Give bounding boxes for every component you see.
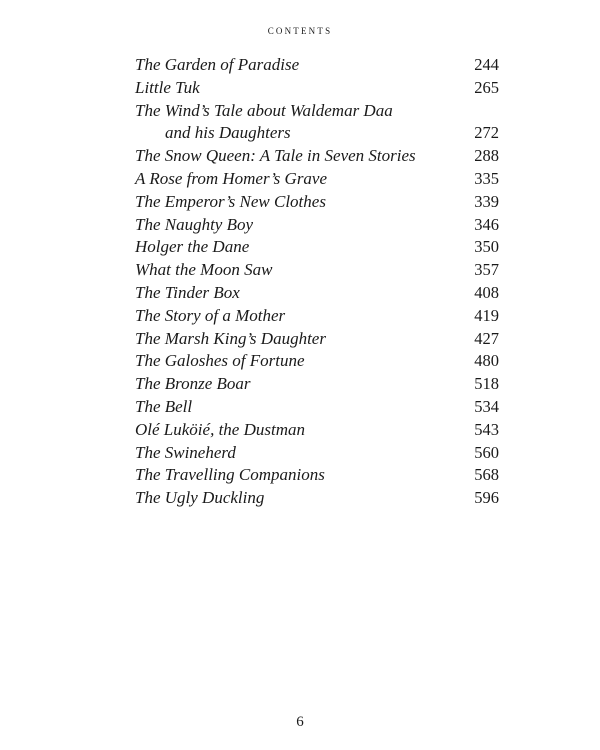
toc-entry (135, 487, 499, 510)
toc-entry-title (135, 305, 285, 328)
toc-entry-title (135, 464, 325, 487)
toc-entry-page-number: 335 (474, 168, 499, 188)
toc-entry-page-number: 346 (474, 214, 499, 234)
toc-entry-title (135, 77, 200, 100)
toc-entry-title-line: The Bell (135, 396, 193, 416)
toc-entry-title (135, 214, 253, 237)
toc-entry (135, 77, 499, 100)
toc-entry-title-continuation: and his Daughters (165, 123, 291, 143)
toc-entry-title-line: The Ugly Duckling (135, 488, 265, 508)
contents-heading: contents (267, 22, 333, 37)
toc-entry-page-number: 272 (474, 123, 499, 143)
toc-entry-title-line: The Naughty Boy (135, 214, 254, 234)
toc-entry (135, 442, 499, 465)
toc-entry-title (135, 487, 264, 510)
toc-entry-title (135, 350, 305, 373)
toc-entry (135, 282, 499, 305)
toc-entry-title-line: A Rose from Homer’s Grave (135, 168, 328, 188)
toc-entry-page-number: 288 (474, 146, 499, 166)
toc-entry-page-number: 244 (474, 55, 499, 74)
toc-entry-title-line: Olé Luköié, the Dustman (135, 419, 305, 439)
toc-entry-title-line: The Emperor’s New Clothes (135, 191, 326, 211)
toc-entry-page-number: 350 (474, 237, 499, 257)
toc-entry (135, 396, 499, 419)
toc-entry-page-number: 518 (474, 374, 499, 394)
toc-entry-title (135, 373, 251, 396)
table-of-contents (135, 54, 499, 510)
toc-entry-title-line: The Wind’s Tale about Waldemar Daa (135, 100, 393, 120)
toc-entry-title-line: What the Moon Saw (135, 260, 273, 280)
toc-entry-page-number: 265 (474, 77, 499, 97)
page-number: 6 (296, 714, 304, 730)
toc-entry-title (135, 419, 305, 442)
toc-entry-page-number: 419 (474, 305, 499, 325)
toc-entry-title-line: The Marsh King’s Daughter (135, 328, 326, 348)
toc-entry-title (135, 100, 393, 146)
toc-entry-page-number: 596 (474, 488, 499, 508)
toc-entry-page-number: 534 (474, 396, 499, 416)
toc-entry-title (135, 259, 272, 282)
toc-entry-title (135, 191, 326, 214)
toc-entry (135, 145, 499, 168)
toc-entry-title (135, 396, 192, 419)
toc-entry-title-line: The Travelling Companions (135, 465, 325, 485)
toc-entry-page-number: 357 (474, 260, 499, 280)
toc-entry-title-line: The Story of a Mother (135, 305, 286, 325)
toc-entry-title-line: The Bronze Boar (135, 374, 251, 394)
toc-entry-title-line: The Garden of Paradise (135, 55, 300, 74)
toc-entry-title (135, 168, 327, 191)
toc-entry-title (135, 442, 236, 465)
toc-entry (135, 328, 499, 351)
toc-entry-page-number: 408 (474, 282, 499, 302)
toc-entry-title (135, 328, 326, 351)
toc-entry-title (135, 145, 416, 168)
toc-entry-page-number: 427 (474, 328, 499, 348)
toc-entry-title-line: The Tinder Box (135, 282, 240, 302)
toc-entry-title-line: The Galoshes of Fortune (135, 351, 305, 371)
toc-entry-title-line: The Snow Queen: A Tale in Seven Stories (135, 146, 416, 166)
toc-entry-page-number: 560 (474, 442, 499, 462)
toc-entry-title-line: Little Tuk (135, 77, 200, 97)
toc-entry (135, 214, 499, 237)
toc-entry-title-line: Holger the Dane (135, 237, 250, 257)
toc-entry-page-number: 480 (474, 351, 499, 371)
toc-entry-title (135, 236, 249, 259)
toc-entry-page-number: 543 (474, 419, 499, 439)
toc-entry (135, 419, 499, 442)
toc-entry-title (135, 54, 299, 77)
toc-entry (135, 54, 499, 77)
toc-entry (135, 464, 499, 487)
toc-entry (135, 191, 499, 214)
toc-entry (135, 168, 499, 191)
toc-entry-page-number: 568 (474, 465, 499, 485)
toc-entry-title-line: The Swineherd (135, 442, 236, 462)
toc-entry (135, 236, 499, 259)
toc-entry (135, 305, 499, 328)
toc-entry (135, 373, 499, 396)
toc-entry (135, 100, 499, 146)
toc-entry (135, 350, 499, 373)
toc-entry-title (135, 282, 240, 305)
toc-entry (135, 259, 499, 282)
toc-entry-page-number: 339 (474, 191, 499, 211)
